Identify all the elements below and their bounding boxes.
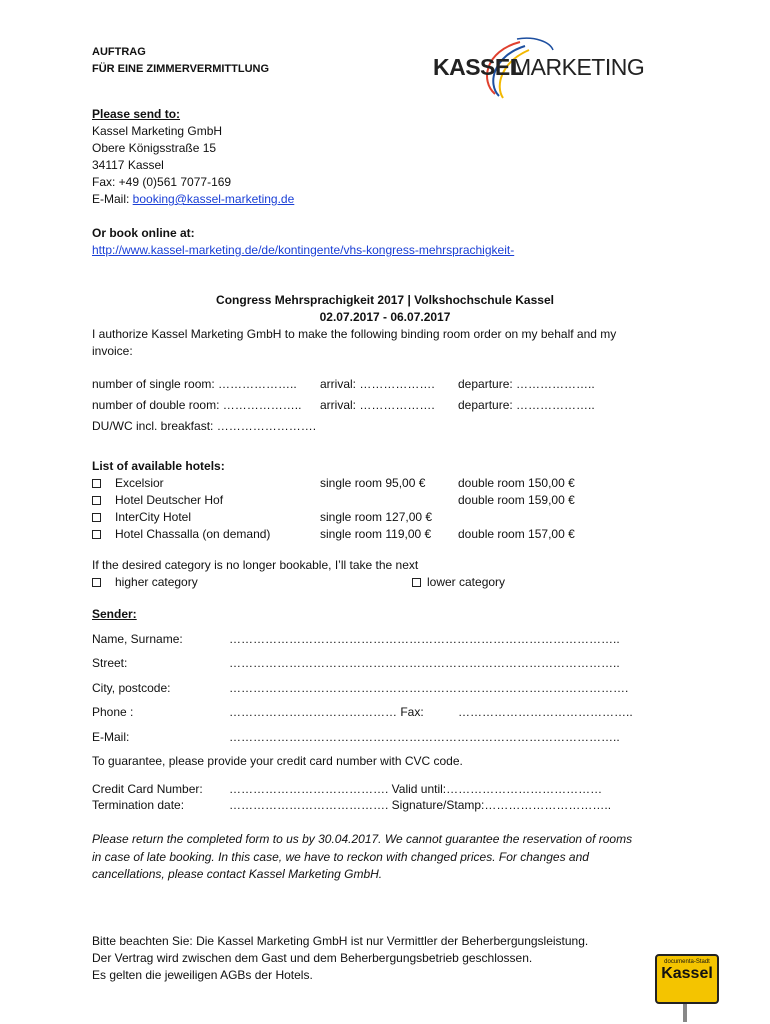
city-field[interactable]: ………………………………………………………………………………………. xyxy=(229,681,629,695)
authorize-text: I authorize Kassel Marketing GmbH to make the following binding room order on my behalf and my xyxy=(92,327,617,341)
street-field[interactable]: …………………………………………………………………………………….. xyxy=(229,656,620,670)
sender-heading: Sender: xyxy=(92,607,137,621)
footer-line: Bitte beachten Sie: Die Kassel Marketing GmbH ist nur Vermittler der Beherbergungsleistung. xyxy=(92,934,589,948)
name-label: Name, Surname: xyxy=(92,632,183,646)
notice-line: cancellations, please contact Kassel Marketing GmbH. xyxy=(92,867,383,881)
hotel-name: Hotel Deutscher Hof xyxy=(115,493,224,507)
address-line: Obere Königsstraße 15 xyxy=(92,141,217,155)
sign-board xyxy=(655,954,719,1004)
termination-label: Termination date: xyxy=(92,798,185,812)
event-dates: 02.07.2017 - 06.07.2017 xyxy=(319,310,451,324)
lower-category-label: lower category xyxy=(427,575,506,589)
breakfast-field[interactable]: DU/WC incl. breakfast: ……………………. xyxy=(92,419,317,433)
double-room-field[interactable]: number of double room: ……………….. xyxy=(92,398,302,412)
name-field[interactable]: …………………………………………………………………………………….. xyxy=(229,632,620,646)
logo-marketing-text: MARKETING xyxy=(512,54,645,80)
kassel-town-sign xyxy=(652,952,722,1022)
lower-category-checkbox[interactable] xyxy=(412,575,421,589)
street-label: Street: xyxy=(92,656,128,670)
single-arrival-field[interactable]: arrival: ………………. xyxy=(320,377,435,391)
email-field[interactable]: …………………………………………………………………………………….. xyxy=(229,730,620,744)
phone-field[interactable]: …………………………………… Fax: xyxy=(229,705,424,719)
hotel-double-price: double room 157,00 € xyxy=(458,527,575,541)
hotel-checkbox[interactable] xyxy=(92,476,101,490)
hotel-name: InterCity Hotel xyxy=(115,510,192,524)
termination-field[interactable]: …………………………………. Signature/Stamp:………………………….. xyxy=(229,798,612,812)
event-title: Congress Mehrsprachigkeit 2017 | Volkshochschule Kassel xyxy=(216,293,554,307)
checkbox-icon xyxy=(92,513,101,522)
fax-line: Fax: +49 (0)561 7077-169 xyxy=(92,175,232,189)
checkbox-icon xyxy=(412,578,421,587)
hotel-checkbox[interactable] xyxy=(92,510,101,524)
sign-kassel-text: Kassel xyxy=(661,965,713,982)
hotel-name: Excelsior xyxy=(115,476,164,490)
higher-category-checkbox[interactable] xyxy=(92,575,101,589)
double-arrival-field[interactable]: arrival: ………………. xyxy=(320,398,435,412)
email-line xyxy=(92,192,294,206)
city-label: City, postcode: xyxy=(92,681,171,695)
logo-kassel-text: KASSEL xyxy=(433,54,524,80)
hotels-heading: List of available hotels: xyxy=(92,459,225,473)
hotel-double-price: double room 150,00 € xyxy=(458,476,575,490)
credit-card-label: Credit Card Number: xyxy=(92,782,203,796)
single-departure-field[interactable]: departure: ……………….. xyxy=(458,377,595,391)
online-heading: Or book online at: xyxy=(92,226,195,240)
checkbox-icon xyxy=(92,530,101,539)
hotel-checkbox[interactable] xyxy=(92,493,101,507)
double-departure-field[interactable]: departure: ……………….. xyxy=(458,398,595,412)
footer-line: Der Vertrag wird zwischen dem Gast und dem Beherbergungsbetrieb geschlossen. xyxy=(92,951,533,965)
address-line: 34117 Kassel xyxy=(92,158,164,172)
notice-line: in case of late booking. In this case, we have to reckon with changed prices. For changes and xyxy=(92,850,589,864)
hotel-checkbox[interactable] xyxy=(92,527,101,541)
hotel-single-price: single room 127,00 € xyxy=(320,510,433,524)
email-label: E-Mail: xyxy=(92,192,133,206)
address-line: Kassel Marketing GmbH xyxy=(92,124,223,138)
footer-line: Es gelten die jeweiligen AGBs der Hotels. xyxy=(92,968,313,982)
guarantee-text: To guarantee, please provide your credit card number with CVC code. xyxy=(92,754,463,768)
phone-label: Phone : xyxy=(92,705,134,719)
form-title-line1: AUFTRAG xyxy=(92,46,146,58)
booking-url-link[interactable]: http://www.kassel-marketing.de/de/kontingente/vhs-kongress-mehrsprachigkeit- xyxy=(92,243,515,257)
notice-line: Please return the completed form to us by 30.04.2017. We cannot guarantee the reservation of rooms xyxy=(92,832,633,846)
hotel-name: Hotel Chassalla (on demand) xyxy=(115,527,271,541)
category-text: If the desired category is no longer bookable, I’ll take the next xyxy=(92,558,419,572)
single-room-field[interactable]: number of single room: ……………….. xyxy=(92,377,297,391)
checkbox-icon xyxy=(92,496,101,505)
form-title-line2: FÜR EINE ZIMMERVERMITTLUNG xyxy=(92,63,270,75)
hotel-single-price: single room 95,00 € xyxy=(320,476,426,490)
email-link[interactable]: booking@kassel-marketing.de xyxy=(132,192,295,206)
sign-small-text: documenta-Stadt xyxy=(664,959,710,965)
email-label: E-Mail: xyxy=(92,730,130,744)
sign-post xyxy=(683,1004,687,1022)
credit-card-field[interactable]: …………………………………. Valid until:………………………………… xyxy=(229,782,603,796)
hotel-double-price: double room 159,00 € xyxy=(458,493,575,507)
checkbox-icon xyxy=(92,578,101,587)
authorize-text-cont: invoice: xyxy=(92,344,133,358)
send-to-heading: Please send to: xyxy=(92,107,181,121)
checkbox-icon xyxy=(92,479,101,488)
kassel-marketing-logo xyxy=(425,36,645,106)
hotel-single-price: single room 119,00 € xyxy=(320,527,432,541)
fax-field[interactable]: …………………………………….. xyxy=(458,705,633,719)
higher-category-label: higher category xyxy=(115,575,198,589)
